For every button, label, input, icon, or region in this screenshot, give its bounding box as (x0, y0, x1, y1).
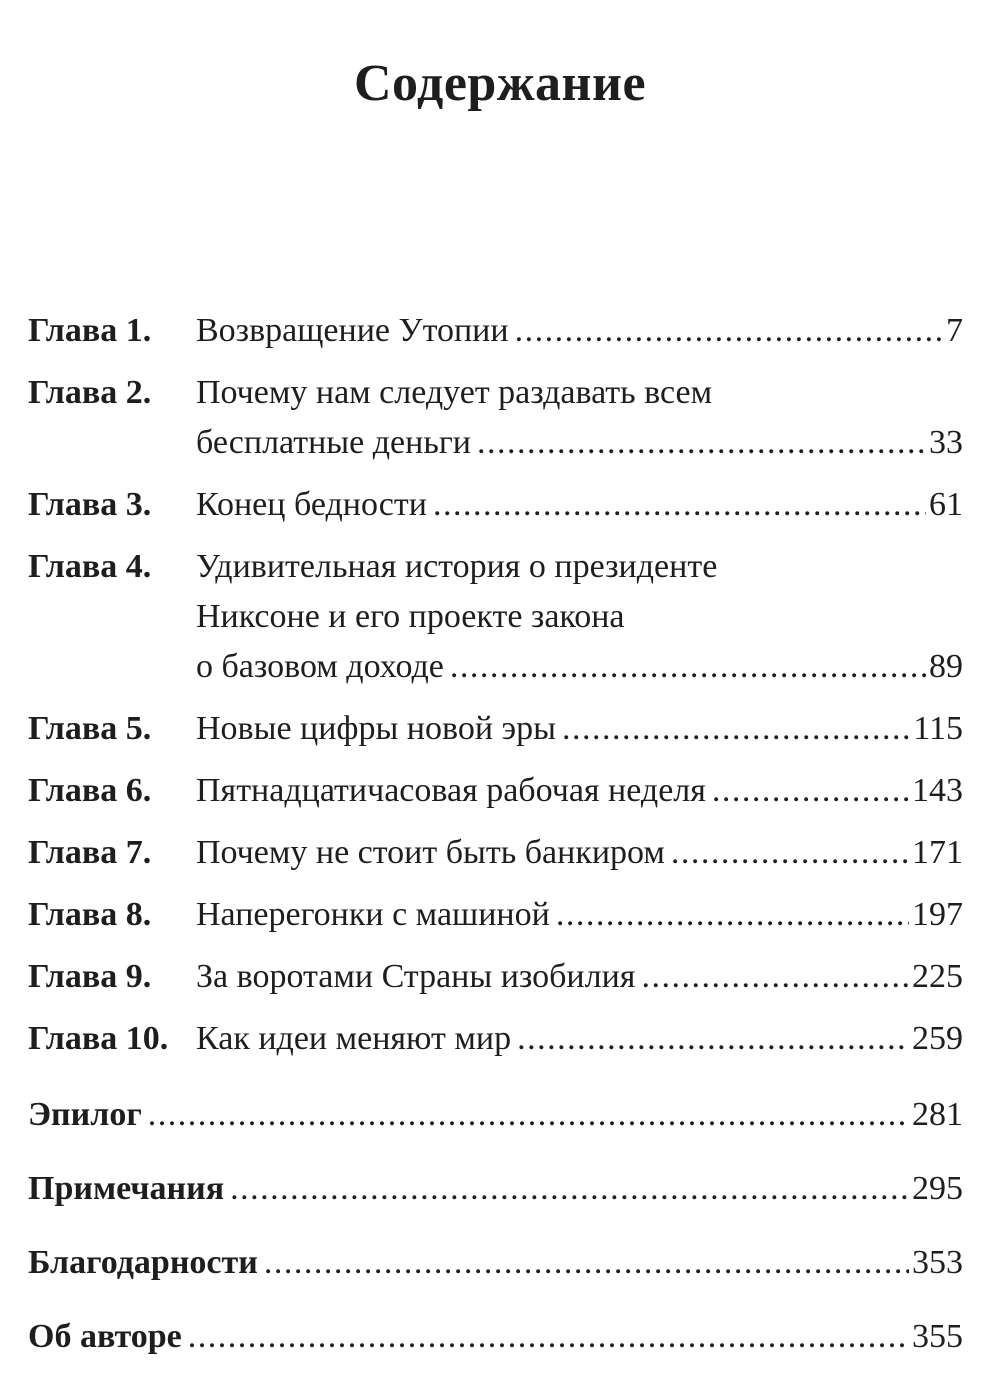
dot-leader (562, 704, 910, 754)
chapter-title: Возвращение Утопии (196, 312, 509, 349)
toc-entry-notes[interactable] (28, 1164, 963, 1214)
page-number: 115 (913, 710, 963, 747)
dot-leader (148, 1090, 909, 1140)
section-title: Благодарности (28, 1244, 258, 1281)
table-of-contents (28, 306, 963, 1386)
page-number: 259 (912, 1020, 963, 1057)
toc-entry-chapter-3[interactable] (28, 480, 963, 530)
page-number: 295 (912, 1170, 963, 1207)
toc-entry-chapter-6[interactable] (28, 766, 963, 816)
chapter-title-line: бесплатные деньги (196, 424, 471, 461)
page-title: Содержание (353, 54, 647, 112)
chapter-label: Глава 10. (28, 1020, 169, 1057)
chapter-title: Наперегонки с машиной (196, 896, 550, 933)
chapter-label: Глава 2. (28, 374, 152, 411)
page-number: 171 (912, 834, 963, 871)
page-number: 33 (929, 424, 963, 461)
page-number: 143 (912, 772, 963, 809)
dot-leader (264, 1238, 909, 1288)
chapter-title-line: Удивительная история о президенте (196, 548, 718, 585)
toc-entry-chapter-2[interactable] (28, 368, 963, 468)
dot-leader (556, 890, 909, 940)
chapter-title: Почему не стоит быть банкиром (196, 834, 665, 871)
toc-entry-chapter-1[interactable] (28, 306, 963, 356)
dot-leader (517, 1014, 909, 1064)
chapter-label: Глава 9. (28, 958, 152, 995)
page-number: 281 (912, 1096, 963, 1133)
chapter-label: Глава 3. (28, 486, 152, 523)
section-title: Эпилог (28, 1096, 142, 1133)
page-number: 355 (912, 1318, 963, 1355)
toc-entry-chapter-9[interactable] (28, 952, 963, 1002)
toc-entry-epilogue[interactable] (28, 1090, 963, 1140)
page-number: 225 (912, 958, 963, 995)
section-title: Об авторе (28, 1318, 182, 1355)
toc-entry-chapter-4[interactable] (28, 542, 963, 692)
dot-leader (641, 952, 909, 1002)
toc-entry-about-author[interactable] (28, 1312, 963, 1362)
page-number: 7 (946, 312, 963, 349)
chapter-title-line: Почему нам следует раздавать всем (196, 374, 713, 411)
dot-leader (450, 642, 926, 692)
chapter-title-line: о базовом доходе (196, 648, 444, 685)
dot-leader (433, 480, 926, 530)
chapter-label: Глава 8. (28, 896, 152, 933)
chapter-label: Глава 6. (28, 772, 152, 809)
toc-entry-chapter-7[interactable] (28, 828, 963, 878)
page-number: 61 (929, 486, 963, 523)
page-number: 353 (912, 1244, 963, 1281)
chapter-label: Глава 4. (28, 548, 152, 585)
dot-leader (230, 1164, 909, 1214)
chapter-label: Глава 5. (28, 710, 152, 747)
toc-entry-chapter-8[interactable] (28, 890, 963, 940)
chapter-title: За воротами Страны изобилия (196, 958, 636, 995)
toc-entry-chapter-10[interactable] (28, 1014, 963, 1064)
page-number: 89 (929, 648, 963, 685)
chapter-title: Как идеи меняют мир (196, 1020, 512, 1057)
chapter-title: Пятнадцатичасовая рабочая неделя (196, 772, 706, 809)
chapter-title-line: Никсоне и его проекте закона (196, 598, 625, 635)
dot-leader (188, 1312, 909, 1362)
toc-entry-acknowledgements[interactable] (28, 1238, 963, 1288)
toc-entry-chapter-5[interactable] (28, 704, 963, 754)
dot-leader (671, 828, 909, 878)
dot-leader (515, 306, 943, 356)
chapter-title: Конец бедности (196, 486, 427, 523)
page-number: 197 (912, 896, 963, 933)
chapter-label: Глава 1. (28, 312, 152, 349)
dot-leader (477, 418, 926, 468)
chapter-title: Новые цифры новой эры (196, 710, 556, 747)
chapter-label: Глава 7. (28, 834, 152, 871)
dot-leader (712, 766, 909, 816)
section-title: Примечания (28, 1170, 225, 1207)
